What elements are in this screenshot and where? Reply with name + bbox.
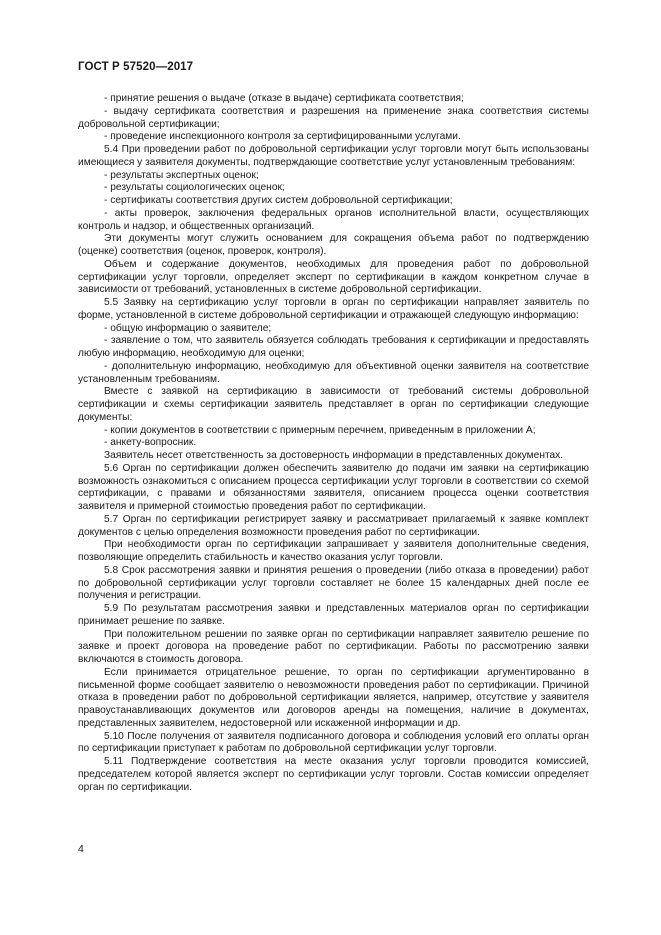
body-paragraph: 5.5 Заявку на сертификацию услуг торговли в орган по сертификации направляет заявитель по форме, установленной в системе добровольной сертификации и отражающей следующую информацию: bbox=[78, 297, 589, 321]
body-paragraph: 5.6 Орган по сертификации должен обеспечить заявителю до подачи им заявки на сертификацию возможность ознакомиться с описанием процесса сертификации услуг торговли в соответствии со схемой сертификации, с правами и обязанностями заявителя, описанием процесса оценки соответствия заявителя и примерной стоимостью проведения работ по сертификации. bbox=[78, 462, 589, 512]
body-paragraph: При необходимости орган по сертификации запрашивает у заявителя дополнительные сведения, позволяющие определить стабильность и качество оказания услуг торговли. bbox=[78, 539, 589, 563]
body-paragraph: Если принимается отрицательное решение, то орган по сертификации аргументированно в письменной форме сообщает заявителю о невозможности проведения работ по сертификации. Причиной отказа в проведении работ по добровольной сертификации является, например, отсутствие у заявителя правоустанавливающих документов или договоров аренды на помещения, наличие в документах, представленных заявителем, недостоверной или искаженной информации и др. bbox=[78, 666, 589, 729]
body-paragraph: - общую информацию о заявителе; bbox=[104, 322, 272, 334]
body-paragraph: - принятие решения о выдаче (отказе в выдаче) сертификата соответствия; bbox=[104, 93, 464, 104]
body-paragraph: 5.8 Срок рассмотрения заявки и принятия решения о проведении (либо отказа в проведении) работ по добровольной сертификации услуг торговли составляет не более 15 календарных дней после ее получения и регистрации. bbox=[78, 564, 589, 602]
body-paragraph: 5.11 Подтверждение соответствия на месте оказания услуг торговли проводится комиссией, председателем которой является эксперт по сертификации услуг торговли. Состав комиссии определяет орган по сертификации. bbox=[78, 756, 589, 793]
page-number: 4 bbox=[78, 843, 84, 855]
body-paragraph: - анкету-вопросник. bbox=[104, 437, 197, 449]
body-paragraph: - заявление о том, что заявитель обязуется соблюдать требования к сертификации и предоставлять любую информацию, необходимую для оценки; bbox=[78, 335, 589, 359]
body-paragraph: При положительном решении по заявке орган по сертификации направляет заявителю решение по заявке и проект договора на проведение работ по сертификации. Работы по рассмотрению заявки включаются в стоимость договора. bbox=[78, 628, 589, 665]
body-paragraph: 5.10 После получения от заявителя подписанного договора и соблюдения условий его оплаты орган по сертификации приступает к работам по добровольной сертификации услуг торговли. bbox=[78, 730, 589, 755]
body-paragraph: 5.7 Орган по сертификации регистрирует заявку и рассматривает прилагаемый к заявке комплект документов с целью определения возможности проведения работ по сертификации. bbox=[78, 513, 589, 538]
document-body bbox=[78, 93, 589, 794]
body-paragraph: - выдачу сертификата соответствия и разрешения на применение знака соответствия системы добровольной сертификации; bbox=[78, 105, 589, 130]
body-paragraph: Эти документы могут служить основанием для сокращения объема работ по подтверждению (оценке) соответствия (оценок, проверок, контроля). bbox=[78, 233, 589, 257]
body-paragraph: - результаты экспертных оценок; bbox=[104, 169, 259, 181]
body-paragraph: Вместе с заявкой на сертификацию в зависимости от требований системы добровольной сертификации и схемы сертификации заявитель представляет в орган по сертификации следующие документы: bbox=[78, 386, 589, 423]
body-paragraph: - сертификаты соответствия других систем добровольной сертификации; bbox=[104, 195, 453, 206]
body-paragraph: - дополнительную информацию, необходимую для объективной оценки заявителя на соответствие установленным требованиям. bbox=[78, 360, 589, 385]
body-paragraph: 5.4 При проведении работ по добровольной сертификации услуг торговли могут быть использованы имеющиеся у заявителя документы, подтверждающие соответствие услуг установленным требованиям: bbox=[78, 144, 589, 168]
body-paragraph: Объем и содержание документов, необходимых для проведения работ по добровольной сертификации услуг торговли, определяет эксперт по сертификации в каждом конкретном случае в зависимости от требований, установленных в системе добровольной сертификации. bbox=[78, 258, 589, 296]
body-paragraph: - результаты социологических оценок; bbox=[104, 182, 285, 194]
body-paragraph: - копии документов в соответствии с примерным перечнем, приведенным в приложении А; bbox=[104, 424, 536, 436]
body-paragraph: - акты проверок, заключения федеральных органов исполнительной власти, осуществляющих контроль и надзор, и общественных организаций. bbox=[78, 207, 589, 232]
body-paragraph: - проведение инспекционного контроля за сертифицированными услугами. bbox=[104, 131, 461, 143]
document-header: ГОСТ Р 57520—2017 bbox=[78, 61, 194, 73]
body-paragraph: Заявитель несет ответственность за достоверность информации в представленных документах. bbox=[104, 450, 564, 461]
body-paragraph: 5.9 По результатам рассмотрения заявки и представленных материалов орган по сертификации принимает решение по заявке. bbox=[78, 603, 589, 627]
